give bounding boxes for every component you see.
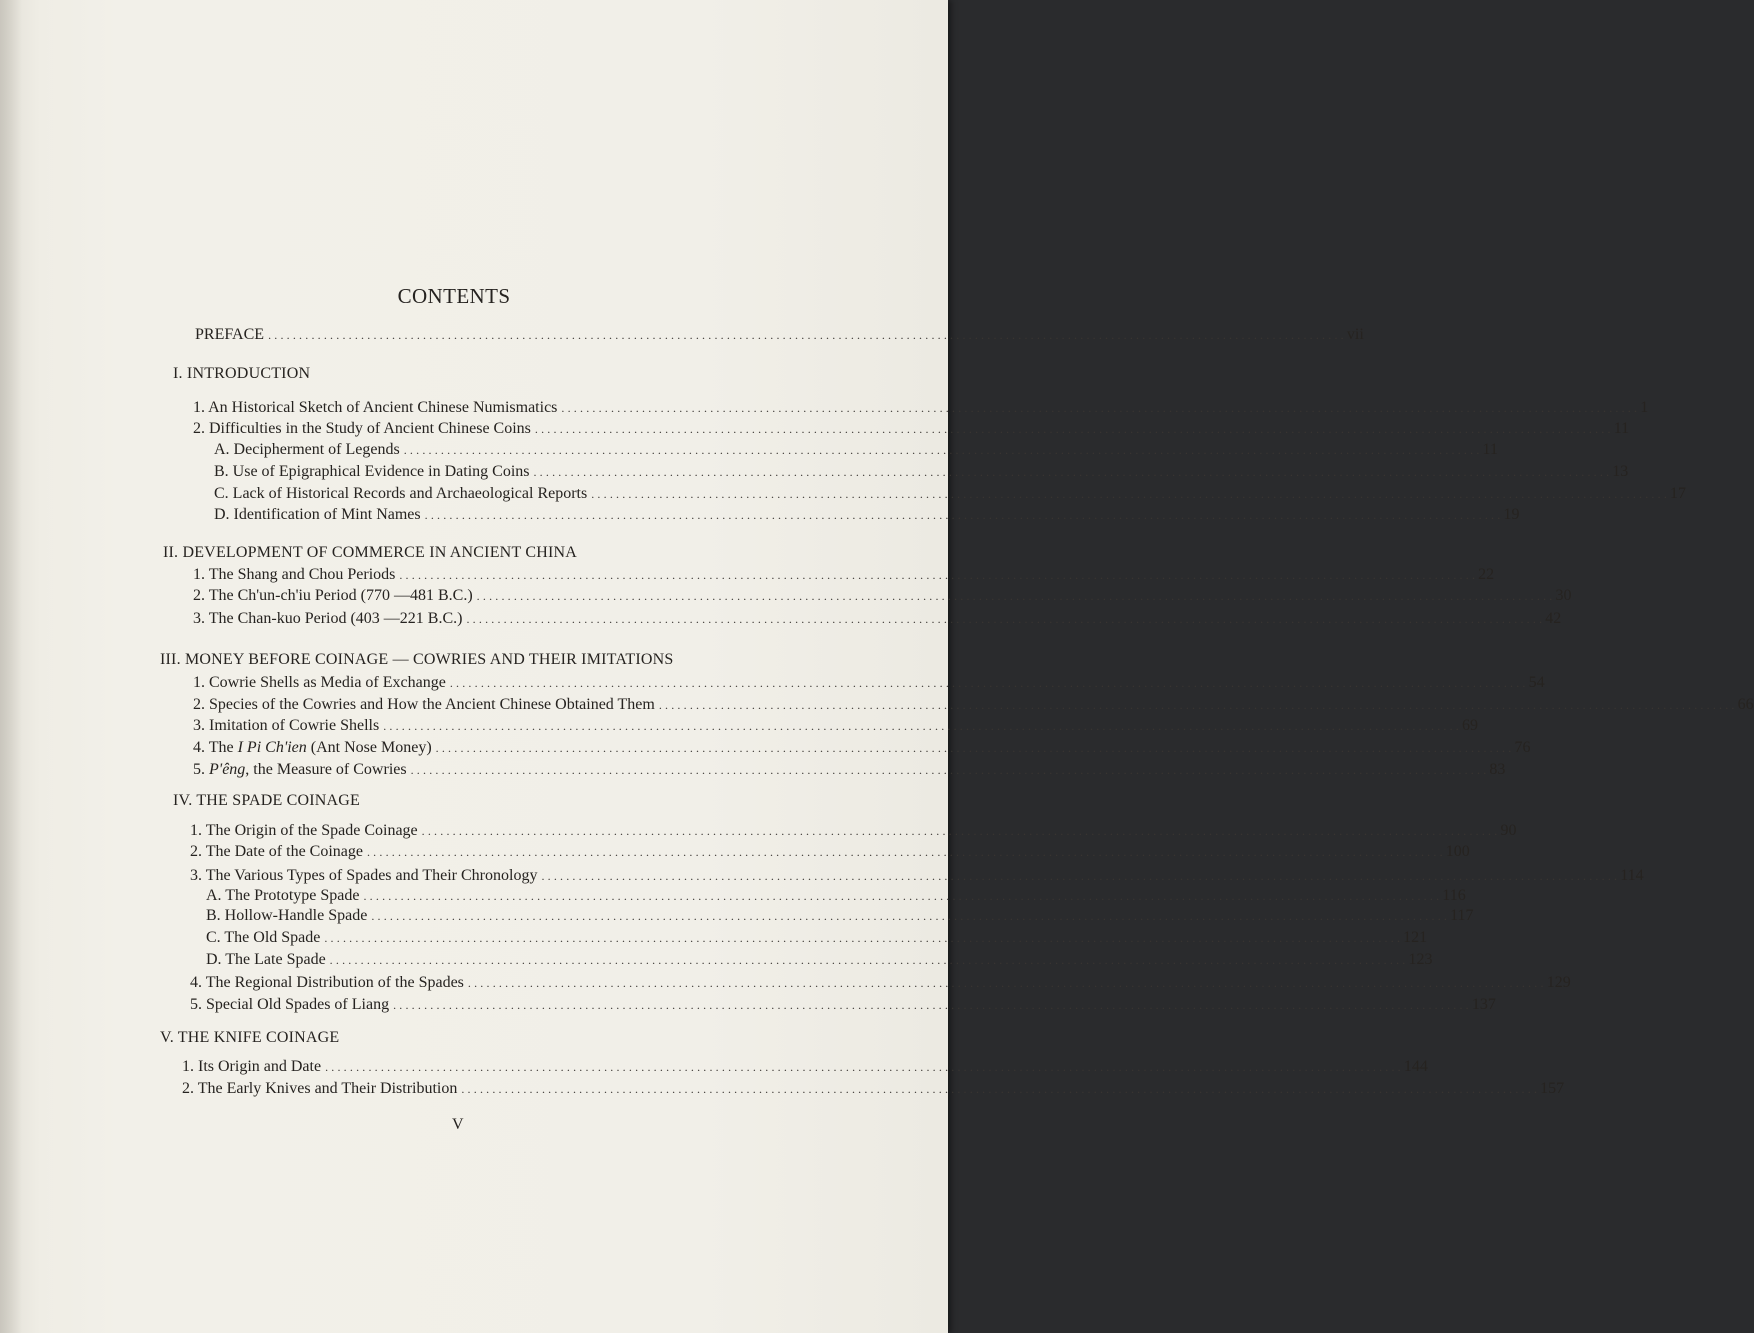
dot-leader: .............................................................................................................................................................................. bbox=[591, 487, 1671, 501]
toc-entry-page: 17 bbox=[1670, 485, 1687, 502]
toc-entry-preface bbox=[195, 326, 1364, 348]
dot-leader: .............................................................................................................................................................................. bbox=[435, 741, 1515, 755]
dot-leader: .............................................................................................................................................................................. bbox=[393, 998, 1472, 1012]
toc-entry bbox=[206, 951, 1433, 973]
toc-entry-label: 1. The Origin of the Spade Coinage bbox=[190, 822, 418, 839]
toc-entry bbox=[193, 399, 1649, 421]
dot-leader: .............................................................................................................................................................................. bbox=[476, 589, 1556, 603]
dot-leader: .............................................................................................................................................................................. bbox=[424, 508, 1504, 522]
toc-entry-page: 90 bbox=[1500, 822, 1517, 839]
contents-title: CONTENTS bbox=[397, 284, 511, 308]
toc-entry-page: 100 bbox=[1445, 843, 1470, 860]
dot-leader: .............................................................................................................................................................................. bbox=[366, 845, 1446, 859]
toc-entry-page: 83 bbox=[1489, 761, 1506, 778]
toc-entry-page: 11 bbox=[1482, 441, 1498, 458]
toc-entry-page: 54 bbox=[1528, 674, 1545, 691]
dot-leader: .............................................................................................................................................................................. bbox=[461, 1082, 1541, 1096]
toc-entry bbox=[214, 441, 1498, 463]
dot-leader: .............................................................................................................................................................................. bbox=[533, 465, 1613, 479]
dot-leader: .............................................................................................................................................................................. bbox=[399, 568, 1479, 582]
toc-entry-label: D. Identification of Mint Names bbox=[214, 506, 421, 523]
toc-entry-label: 2. The Early Knives and Their Distribution bbox=[182, 1080, 458, 1097]
toc-entry-label: 3. The Various Types of Spades and Their Chronology bbox=[190, 867, 538, 884]
toc-entry-label: A. The Prototype Spade bbox=[206, 887, 360, 904]
toc-entry-label: 1. The Shang and Chou Periods bbox=[193, 566, 396, 583]
dot-leader: .............................................................................................................................................................................. bbox=[410, 763, 1490, 777]
toc-entry bbox=[193, 420, 1630, 442]
dot-leader: .............................................................................................................................................................................. bbox=[329, 953, 1409, 967]
toc-entry-label: 3. The Chan-kuo Period (403 —221 B.C.) bbox=[193, 610, 463, 627]
toc-entry bbox=[190, 867, 1644, 889]
toc-entry-label: 5. P'êng, the Measure of Cowries bbox=[193, 761, 407, 778]
toc-entry-page: 123 bbox=[1408, 951, 1433, 968]
toc-entry bbox=[214, 506, 1520, 528]
toc-entry-page: 11 bbox=[1613, 420, 1630, 437]
toc-entry-page: 13 bbox=[1612, 463, 1629, 480]
chapter-heading: IV. THE SPADE COINAGE bbox=[173, 792, 361, 809]
dot-leader: .............................................................................................................................................................................. bbox=[541, 869, 1621, 883]
toc-entry bbox=[214, 463, 1629, 485]
toc-entry-page: 76 bbox=[1514, 739, 1531, 756]
dot-leader: .............................................................................................................................................................................. bbox=[383, 719, 1463, 733]
toc-entry-label: 1. An Historical Sketch of Ancient Chinese Numismatics bbox=[193, 399, 558, 416]
toc-entry bbox=[193, 587, 1572, 609]
toc-entry bbox=[190, 974, 1571, 996]
toc-entry-label: 3. Imitation of Cowrie Shells bbox=[193, 717, 380, 734]
toc-entry-page: 22 bbox=[1478, 566, 1495, 583]
toc-entry bbox=[190, 822, 1517, 844]
dot-leader: .............................................................................................................................................................................. bbox=[421, 824, 1501, 838]
toc-entry bbox=[182, 1058, 1428, 1080]
toc-entry bbox=[193, 696, 1754, 718]
toc-entry-page: 42 bbox=[1545, 610, 1562, 627]
toc-entry bbox=[206, 929, 1428, 951]
dot-leader: .............................................................................................................................................................................. bbox=[658, 698, 1738, 712]
page-number: V bbox=[452, 1116, 464, 1133]
toc-entry-label: A. Decipherment of Legends bbox=[214, 441, 400, 458]
toc-entry-page: 117 bbox=[1450, 907, 1474, 924]
toc-entry-label: PREFACE bbox=[195, 326, 265, 343]
toc-entry-page: 114 bbox=[1620, 867, 1644, 884]
dot-leader: .............................................................................................................................................................................. bbox=[466, 612, 1546, 626]
dot-leader: .............................................................................................................................................................................. bbox=[268, 328, 1347, 342]
dot-leader: .............................................................................................................................................................................. bbox=[371, 909, 1451, 923]
toc-entry-label: 2. Species of the Cowries and How the Ancient Chinese Obtained Them bbox=[193, 696, 655, 713]
toc-entry-page: 30 bbox=[1555, 587, 1572, 604]
chapter-heading: I. INTRODUCTION bbox=[173, 365, 311, 382]
toc-entry-label: 4. The Regional Distribution of the Spades bbox=[190, 974, 464, 991]
toc-entry-page: 116 bbox=[1442, 887, 1466, 904]
toc-entry-page: 1 bbox=[1640, 399, 1649, 416]
toc-entry bbox=[193, 610, 1562, 632]
toc-entry-page: 137 bbox=[1471, 996, 1496, 1013]
toc-entry-label: B. Use of Epigraphical Evidence in Dating Coins bbox=[214, 463, 530, 480]
dot-leader: .............................................................................................................................................................................. bbox=[449, 676, 1529, 690]
toc-entry bbox=[193, 739, 1531, 761]
toc-entry-label: 4. The I Pi Ch'ien (Ant Nose Money) bbox=[193, 739, 432, 756]
toc-entry bbox=[193, 717, 1479, 739]
toc-entry-label: C. Lack of Historical Records and Archaeological Reports bbox=[214, 485, 588, 502]
toc-entry bbox=[190, 843, 1470, 865]
dot-leader: .............................................................................................................................................................................. bbox=[561, 401, 1641, 415]
toc-entry bbox=[206, 907, 1474, 929]
dot-leader: .............................................................................................................................................................................. bbox=[467, 976, 1547, 990]
toc-entry bbox=[190, 996, 1496, 1018]
toc-entry bbox=[193, 674, 1545, 696]
toc-entry-page: 144 bbox=[1403, 1058, 1428, 1075]
toc-entry-page: 157 bbox=[1540, 1080, 1565, 1097]
toc-entry-page: 66 bbox=[1737, 696, 1754, 713]
toc-entry-page: 121 bbox=[1403, 929, 1428, 946]
toc-entry-label: 2. The Date of the Coinage bbox=[190, 843, 363, 860]
dot-leader: .............................................................................................................................................................................. bbox=[325, 1060, 1404, 1074]
toc-entry-label: 1. Its Origin and Date bbox=[182, 1058, 322, 1075]
toc-entry-label: B. Hollow-Handle Spade bbox=[206, 907, 368, 924]
toc-entry-label: 5. Special Old Spades of Liang bbox=[190, 996, 390, 1013]
toc-entry-label: C. The Old Spade bbox=[206, 929, 321, 946]
toc-entry bbox=[193, 761, 1506, 783]
dot-leader: .............................................................................................................................................................................. bbox=[403, 443, 1483, 457]
toc-entry-label: 2. The Ch'un-ch'iu Period (770 —481 B.C.) bbox=[193, 587, 473, 604]
dot-leader: .............................................................................................................................................................................. bbox=[534, 422, 1614, 436]
toc-entry-label: 1. Cowrie Shells as Media of Exchange bbox=[193, 674, 446, 691]
toc-entry bbox=[182, 1080, 1565, 1102]
toc-entry-page: 69 bbox=[1462, 717, 1479, 734]
toc-entry bbox=[206, 887, 1466, 909]
toc-entry-label: 2. Difficulties in the Study of Ancient Chinese Coins bbox=[193, 420, 531, 437]
toc-entry-page: vii bbox=[1346, 326, 1364, 343]
toc-entry-page: 19 bbox=[1503, 506, 1520, 523]
toc-entry-label: D. The Late Spade bbox=[206, 951, 326, 968]
chapter-heading: II. DEVELOPMENT OF COMMERCE IN ANCIENT CHINA bbox=[163, 544, 577, 561]
toc-entry-page: 129 bbox=[1546, 974, 1571, 991]
toc-entry bbox=[193, 566, 1495, 588]
toc-entry bbox=[214, 485, 1687, 507]
chapter-heading: V. THE KNIFE COINAGE bbox=[160, 1029, 340, 1046]
chapter-heading: III. MONEY BEFORE COINAGE — COWRIES AND THEIR IMITATIONS bbox=[160, 651, 674, 668]
dot-leader: .............................................................................................................................................................................. bbox=[363, 889, 1443, 903]
dot-leader: .............................................................................................................................................................................. bbox=[324, 931, 1404, 945]
